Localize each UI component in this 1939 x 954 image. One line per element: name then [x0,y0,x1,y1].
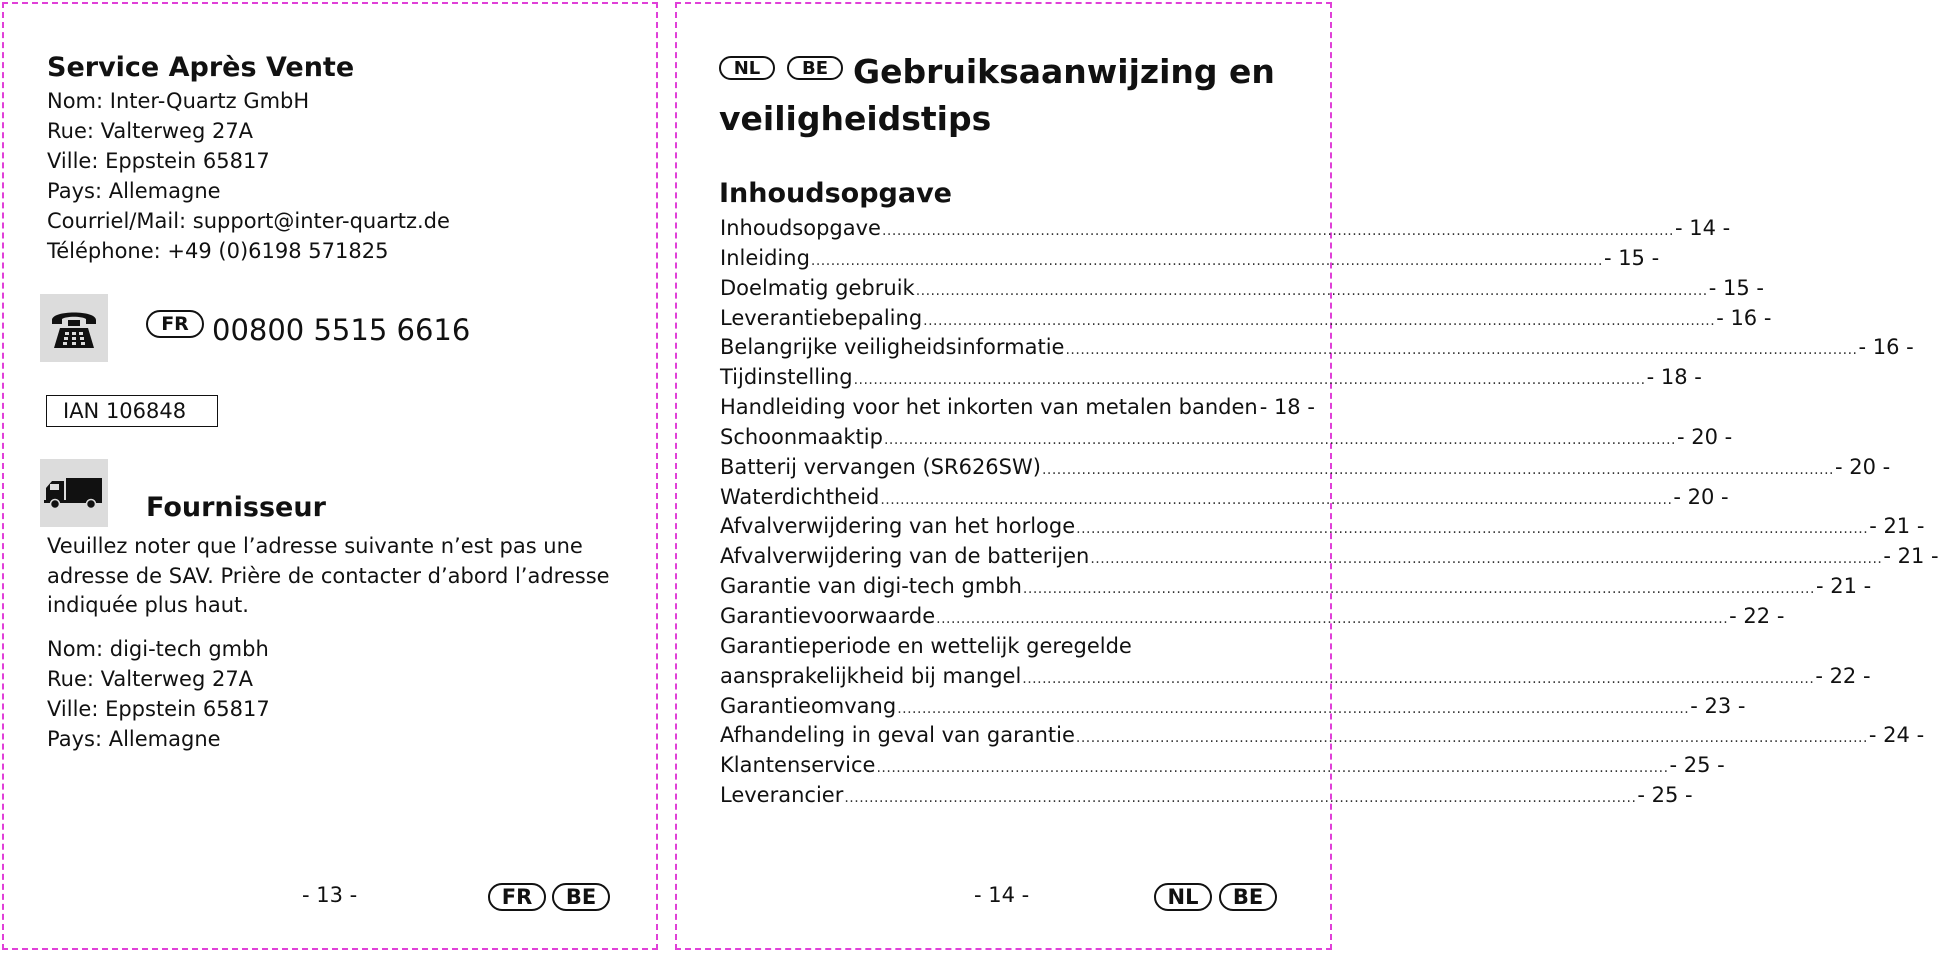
toc-row [720,453,1891,483]
supplier-address [47,634,270,754]
toc-row [720,333,1914,363]
nl-country-badge: NL [719,56,775,80]
ian-label: IAN 106848 [46,395,218,427]
page-number: - 13 - [302,883,358,907]
toc-leader-dots: ................................................................................................................................................................ [880,491,1673,508]
toc-leader-dots: ................................................................................................................................................................ [810,252,1603,269]
be-country-badge: BE [1219,883,1277,911]
toc-row [720,602,1785,632]
toc-row [720,214,1731,244]
service-line: Pays: Allemagne [47,179,221,203]
toc-leader-dots: ................................................................................................................................................................ [1075,730,1868,747]
toc-leader-dots: ................................................................................................................................................................ [1041,461,1834,478]
toc-row [720,304,1772,334]
toc-entry-title: Leverancier [720,783,844,808]
toc-entry-page: - 22 - [1815,663,1871,688]
toc-entry-title: Garantievoorwaarde [720,603,936,628]
toc-leader-dots: ................................................................................................................................................................ [876,760,1669,777]
toc-entry-page: - 14 - [1675,216,1731,240]
toc-leader-dots: ................................................................................................................................................................ [881,223,1674,239]
toc-row [720,363,1702,393]
toc-entry-page: - 21 - [1815,574,1872,599]
toc-leader-dots: ................................................................................................................................................................ [915,282,1708,299]
toc-row [720,572,1872,602]
supplier-address-line: Rue: Valterweg 27A [47,667,254,691]
toc-entry-title: Garantieperiode en wettelijk geregelde [720,633,1132,658]
service-address [47,86,450,266]
supplier-heading: Fournisseur [146,492,326,523]
toc-entry-page: - 18 - [1646,365,1702,390]
toc-leader-dots: ................................................................................................................................................................ [1090,551,1883,568]
service-line: Courriel/Mail: support@inter-quartz.de [47,209,450,233]
supplier-address-line: Nom: digi-tech gmbh [47,637,269,661]
toc-row [720,632,1287,662]
supplier-note-line: indiquée plus haut. [47,593,249,617]
toc-entry-title: Handleiding voor het inkorten van metalen banden [720,395,1258,420]
toc-entry-title: Garantieomvang [720,693,897,718]
toc-leader-dots: ................................................................................................................................................................ [923,312,1716,329]
toc-entry-page: - 15 - [1603,245,1660,270]
page-title-line1: Gebruiksaanwijzing en [853,52,1275,91]
toc-entry-page: - 15 - [1708,275,1764,300]
toc-entry-page: - 20 - [1673,484,1729,509]
fr-country-badge: FR [488,883,546,911]
toc-row [720,662,1871,692]
toc-leader-dots: ................................................................................................................................................................ [1065,342,1858,359]
toc-entry-page: - 20 - [1676,424,1733,449]
toc-entry-title: Batterij vervangen (SR626SW) [720,454,1041,479]
toc-row [720,692,1746,722]
toc-row [720,512,1925,542]
toc-entry-title: Afvalverwijdering van de batterijen [720,544,1090,569]
page-number: - 14 - [974,883,1030,907]
hotline-number: 00800 5515 6616 [212,313,471,347]
toc-row [720,751,1725,781]
toc-entry-title: Belangrijke veiligheidsinformatie [720,335,1065,360]
service-line: Rue: Valterweg 27A [47,119,254,143]
toc-leader-dots: ................................................................................................................................................................ [1076,521,1869,538]
right-page [675,2,1939,950]
toc-entry-page: - 23 - [1690,693,1746,718]
toc-entry-page: - 16 - [1858,335,1914,360]
supplier-address-line: Pays: Allemagne [47,727,221,751]
service-heading: Service Après Vente [47,52,355,83]
page-title-line2: veiligheidstips [719,99,992,138]
fr-country-badge: FR [146,310,204,338]
truck-icon [40,459,108,527]
telephone-icon [40,294,108,362]
toc-entry-page: - 18 - [1259,395,1315,420]
toc-entry-title: Klantenservice [720,753,876,778]
toc-row [720,721,1925,751]
be-country-badge: BE [787,56,843,80]
toc-entry-page: - 25 - [1637,783,1693,808]
toc-entry-title: Doelmatig gebruik [720,275,915,300]
toc-leader-dots: ................................................................................................................................................................ [1022,670,1815,687]
supplier-note [47,532,610,621]
supplier-address-line: Ville: Eppstein 65817 [47,697,270,721]
service-line: Nom: Inter-Quartz GmbH [47,89,310,113]
toc-entry-page: - 22 - [1729,603,1785,628]
toc-row [720,274,1764,304]
toc-entry-page: - 24 - [1868,723,1925,748]
toc-entry-title: Tijdinstelling [720,365,853,390]
toc-entry-page: - 25 - [1669,753,1725,778]
toc-entry-title: Inhoudsopgave [720,216,881,240]
service-line: Ville: Eppstein 65817 [47,149,270,173]
toc-leader-dots: ................................................................................................................................................................ [853,372,1646,389]
toc-leader-dots: ................................................................................................................................................................ [936,610,1729,627]
toc-leader-dots: ................................................................................................................................................................ [897,700,1690,717]
table-of-contents [720,214,1939,811]
toc-leader-dots: ................................................................................................................................................................ [883,431,1676,448]
toc-entry-title: Waterdichtheid [720,484,880,509]
toc-row [720,483,1729,513]
toc-row [720,781,1693,811]
nl-country-badge: NL [1154,883,1212,911]
toc-heading: Inhoudsopgave [719,178,952,209]
toc-entry-page: - 21 - [1869,514,1925,539]
service-line: Téléphone: +49 (0)6198 571825 [47,239,389,263]
toc-entry-title: Garantie van digi-tech gmbh [720,574,1022,599]
toc-entry-title: Inleiding [720,245,810,270]
toc-leader-dots: ................................................................................................................................................................ [844,790,1637,807]
toc-row [720,393,1315,423]
be-country-badge: BE [552,883,610,911]
toc-entry-page: - 21 - [1883,544,1939,569]
toc-entry-title: Afhandeling in geval van garantie [720,723,1075,748]
toc-entry-page: - 20 - [1834,454,1891,479]
toc-entry-title: aansprakelijkheid bij mangel [720,663,1022,688]
toc-entry-title: Schoonmaaktip [720,424,883,449]
toc-row [720,542,1939,572]
toc-entry-page: - 16 - [1716,305,1772,330]
toc-row [720,423,1733,453]
toc-entry-title: Leverantiebepaling [720,305,923,330]
supplier-note-line: Veuillez noter que l’adresse suivante n’est pas une [47,534,583,558]
supplier-note-line: adresse de SAV. Prière de contacter d’abord l’adresse [47,563,610,588]
toc-entry-title: Afvalverwijdering van het horloge [720,514,1076,539]
toc-row [720,244,1660,274]
toc-leader-dots: ................................................................................................................................................................ [1022,581,1815,598]
left-page [2,2,658,950]
